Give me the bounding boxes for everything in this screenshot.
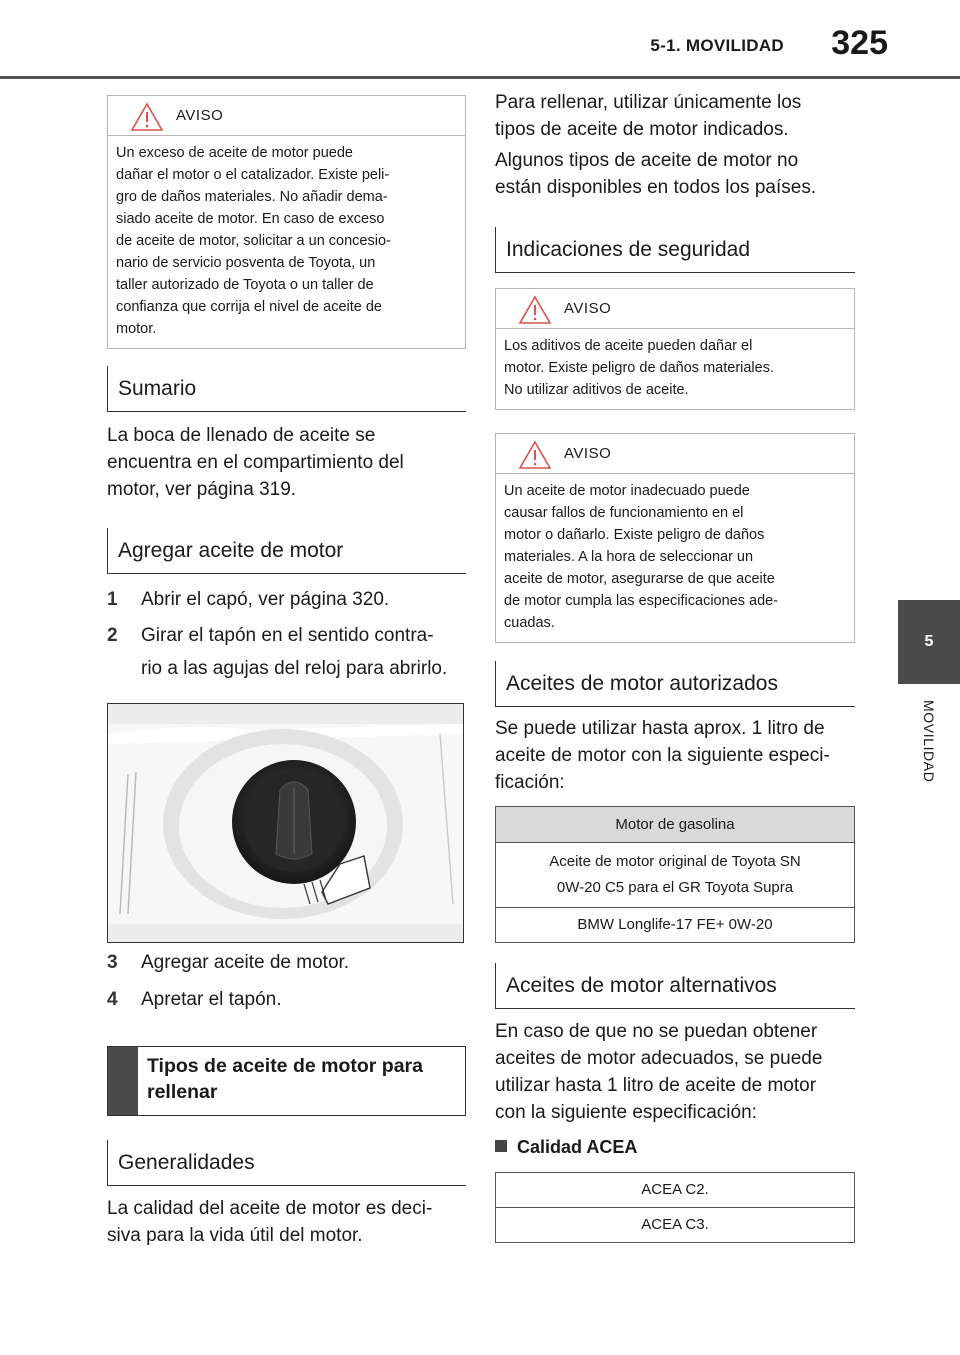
- text-line: rio a las agujas del reloj para abrirlo.: [141, 658, 448, 679]
- warning-line: motor. Existe peligro de daños materiales.: [504, 360, 774, 376]
- text-line: En caso de que no se puedan obtener: [495, 1021, 818, 1042]
- warning-line: aceite de motor, asegurarse de que aceite: [504, 571, 775, 587]
- table-row: ACEA C2.: [496, 1173, 854, 1208]
- text-line: ficación:: [495, 772, 565, 793]
- intro-paragraph-1: [495, 89, 855, 143]
- warning-line: causar fallos de funcionamiento en el: [504, 505, 744, 521]
- sumario-paragraph: [107, 422, 467, 503]
- step-text: Apretar el tapón.: [141, 989, 282, 1010]
- heading-indicaciones-seguridad: Indicaciones de seguridad: [495, 227, 855, 273]
- warning-line: Un aceite de motor inadecuado puede: [504, 483, 750, 499]
- table-authorized-oils: [495, 806, 855, 943]
- warning-line: Los aditivos de aceite pueden dañar el: [504, 338, 753, 354]
- text-line: La calidad del aceite de motor es deci-: [107, 1198, 433, 1219]
- warning-label: AVISO: [176, 107, 224, 124]
- text-line: siva para la vida útil del motor.: [107, 1225, 363, 1246]
- heading-sumario: Sumario: [107, 366, 466, 412]
- warning-text: [496, 329, 854, 409]
- square-bullet-icon: [495, 1140, 507, 1152]
- warning-text: [108, 136, 465, 348]
- chapter-tab: [898, 600, 960, 684]
- text-line: están disponibles en todos los países.: [495, 177, 817, 198]
- table-row: BMW Longlife-17 FE+ 0W-20: [577, 916, 773, 933]
- warning-line: motor.: [116, 321, 157, 337]
- text-line: utilizar hasta 1 litro de aceite de motor: [495, 1075, 817, 1096]
- warning-line: de motor cumpla las especificaciones ade-: [504, 593, 779, 609]
- step-text: [141, 619, 481, 685]
- warning-box-excess-oil: [107, 95, 466, 349]
- warning-line: gro de daños materiales. No añadir dema-: [116, 189, 388, 205]
- step-4: [107, 983, 467, 1016]
- warning-line: Un exceso de aceite de motor puede: [116, 145, 353, 161]
- step-3: [107, 946, 467, 979]
- step-number: 1: [107, 589, 118, 610]
- step-number: 2: [107, 625, 118, 646]
- heading-aceites-autorizados: Aceites de motor autorizados: [495, 661, 855, 707]
- step-2: [107, 619, 467, 685]
- warning-header: [496, 289, 854, 329]
- heading-text: [147, 1053, 459, 1105]
- warning-label: AVISO: [564, 445, 612, 462]
- table-acea: [495, 1172, 855, 1243]
- text-line: motor, ver página 319.: [107, 479, 297, 500]
- chapter-number: 5: [924, 633, 934, 650]
- chapter-label: MOVILIDAD: [921, 700, 937, 783]
- step-1: [107, 583, 467, 616]
- text-line: con la siguiente especificación:: [495, 1102, 757, 1123]
- step-number: 4: [107, 989, 118, 1010]
- warning-line: taller autorizado de Toyota o un taller de: [116, 277, 374, 293]
- warning-line: de aceite de motor, solicitar a un concesio-: [116, 233, 391, 249]
- bullet-text: Calidad ACEA: [517, 1137, 638, 1157]
- warning-line: siado aceite de motor. En caso de exceso: [116, 211, 385, 227]
- table-cell-line: 0W-20 C5 para el GR Toyota Supra: [556, 879, 794, 896]
- text-line: encuentra en el compartimiento del: [107, 452, 404, 473]
- heading-bar: [108, 1047, 138, 1115]
- text-line: Algunos tipos de aceite de motor no: [495, 150, 799, 171]
- warning-line: nario de servicio posventa de Toyota, un: [116, 255, 376, 271]
- warning-triangle-icon: [130, 102, 164, 132]
- warning-line: dañar el motor o el catalizador. Existe peli-: [116, 167, 390, 183]
- text-line: rellenar: [147, 1081, 218, 1103]
- table-cell-line: Aceite de motor original de Toyota SN: [549, 853, 801, 870]
- warning-line: motor o dañarlo. Existe peligro de daños: [504, 527, 765, 543]
- oil-cap-drawing: [108, 704, 464, 943]
- header-divider: [0, 76, 960, 79]
- autorizados-paragraph: [495, 715, 855, 796]
- step-text: Abrir el capó, ver página 320.: [141, 589, 390, 610]
- warning-triangle-icon: [518, 440, 552, 470]
- oil-cap-illustration: [107, 703, 464, 943]
- warning-text: [496, 474, 854, 642]
- text-line: Para rellenar, utilizar únicamente los: [495, 92, 802, 113]
- warning-line: cuadas.: [504, 615, 555, 631]
- table-header: Motor de gasolina: [496, 807, 854, 843]
- table-row: ACEA C3.: [641, 1216, 709, 1233]
- text-line: aceite de motor con la siguiente especi-: [495, 745, 830, 766]
- heading-agregar-aceite: Agregar aceite de motor: [107, 528, 466, 574]
- heading-aceites-alternativos: Aceites de motor alternativos: [495, 963, 855, 1009]
- bullet-heading: [495, 1137, 637, 1158]
- text-line: Se puede utilizar hasta aprox. 1 litro de: [495, 718, 825, 739]
- warning-header: [496, 434, 854, 474]
- warning-label: AVISO: [564, 300, 612, 317]
- warning-header: [108, 96, 465, 136]
- text-line: tipos de aceite de motor indicados.: [495, 119, 789, 140]
- warning-box-inadequate-oil: [495, 433, 855, 643]
- alternativos-paragraph: [495, 1018, 855, 1126]
- table-row: [496, 843, 854, 908]
- warning-triangle-icon: [518, 295, 552, 325]
- text-line: aceites de motor adecuados, se puede: [495, 1048, 823, 1069]
- warning-line: materiales. A la hora de seleccionar un: [504, 549, 754, 565]
- warning-box-additives: [495, 288, 855, 410]
- warning-line: No utilizar aditivos de aceite.: [504, 382, 689, 398]
- intro-paragraph-2: [495, 147, 855, 201]
- warning-line: confianza que corrija el nivel de aceite de: [116, 299, 382, 315]
- text-line: Tipos de aceite de motor para: [147, 1055, 423, 1077]
- page-number: 325: [831, 24, 888, 62]
- step-text: Agregar aceite de motor.: [141, 952, 350, 973]
- step-number: 3: [107, 952, 118, 973]
- text-line: Girar el tapón en el sentido contra-: [141, 625, 434, 646]
- heading-tipos-aceite: [107, 1046, 466, 1116]
- page-header: [0, 0, 960, 80]
- section-title: 5-1. MOVILIDAD: [650, 36, 784, 55]
- generalidades-paragraph: [107, 1195, 467, 1249]
- heading-generalidades: Generalidades: [107, 1140, 466, 1186]
- text-line: La boca de llenado de aceite se: [107, 425, 376, 446]
